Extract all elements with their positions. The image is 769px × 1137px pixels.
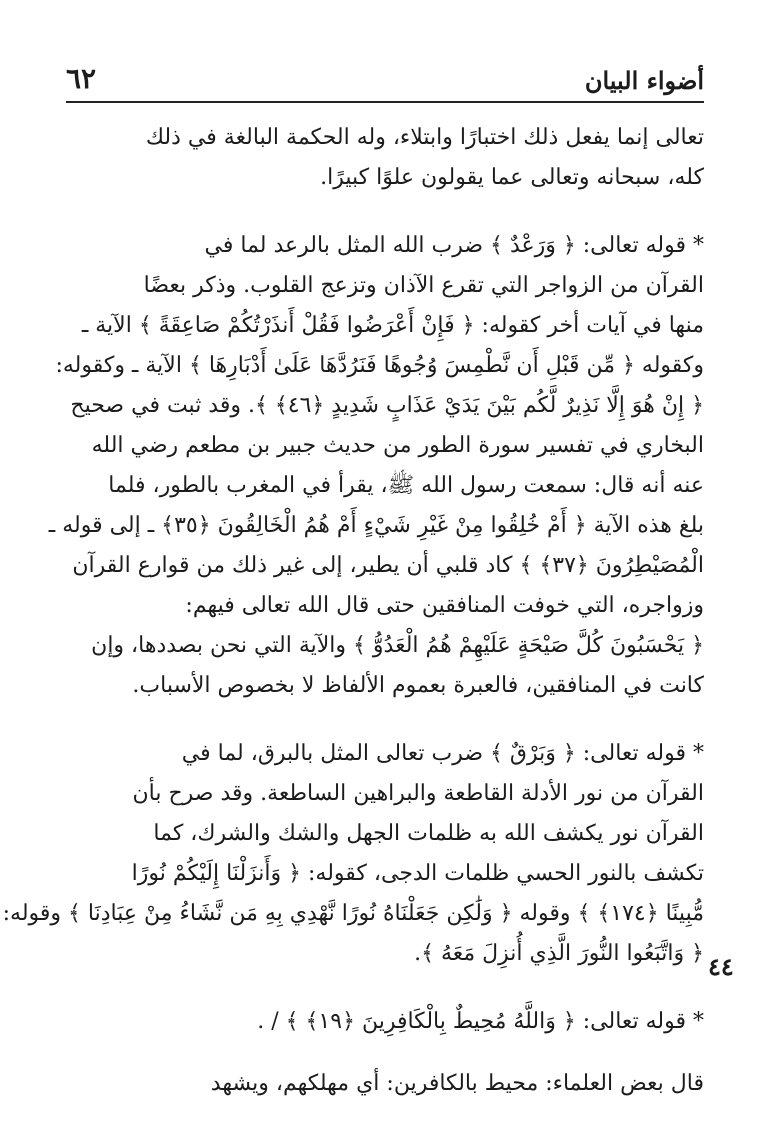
text-line: عنه أنه قال: سمعت رسول الله ﷺ، يقرأ في المغرب بالطور، فلما (108, 473, 704, 498)
text-line: * قوله تعالى: ﴿ وَرَعْدٌ ﴾ ضرب الله المثل بالرعد لما في (204, 233, 704, 258)
running-title: أضواء البيان (584, 66, 704, 95)
text-line: كانت في المنافقين، فالعبرة بعموم الألفاظ لا بخصوص الأسباب. (132, 673, 704, 698)
paragraph-spacer (66, 198, 704, 226)
text-line: الْمُصَيْطِرُونَ ﴿٣٧﴾ ﴾ كاد قلبي أن يطير، إلى غير ذلك من قوارع القرآن (72, 553, 704, 578)
text-line: تكشف بالنور الحسي ظلمات الدجى، كقوله: ﴿ وَأَنزَلْنَا إِلَيْكُمْ نُورًا (131, 861, 704, 886)
text-line: مُّبِينًا ﴿١٧٤﴾ ﴾ وقوله ﴿ وَلَٰكِن جَعَلْنَاهُ نُورًا نَّهْدِي بِهِ مَن نَّشَاءُ مِنْ عِبَادِنَا ﴾ وقوله: (2, 901, 704, 926)
text-line: * قوله تعالى: ﴿ وَبَرْقٌ ﴾ ضرب تعالى المثل بالبرق، لما في (181, 741, 704, 766)
text-line: وزواجره، التي خوفت المنافقين حتى قال الله تعالى فيهم: (185, 593, 704, 618)
page-header (66, 62, 704, 98)
paragraph-spacer (66, 706, 704, 734)
text-line: تعالى إنما يفعل ذلك اختبارًا وابتلاء، وله الحكمة البالغة في ذلك (145, 125, 704, 150)
paragraph-barq (2, 734, 704, 974)
text-line: ﴿ إِنْ هُوَ إِلَّا نَذِيرٌ لَّكُم بَيْنَ يَدَيْ عَذَابٍ شَدِيدٍ ﴿٤٦﴾ ﴾. وقد ثبت في صحيح (70, 393, 704, 418)
text-line: القرآن نور يكشف الله به ظلمات الجهل والشك والشرك، كما (153, 821, 704, 846)
paragraph-ulama (66, 1064, 704, 1104)
margin-page-marker: ٤٤ (708, 952, 734, 981)
page-number: ٦٢ (66, 62, 97, 95)
text-line: ﴿ يَحْسَبُونَ كُلَّ صَيْحَةٍ عَلَيْهِمْ هُمُ الْعَدُوُّ ﴾ والآية التي نحن بصددها، وإن (91, 633, 704, 658)
text-line: منها في آيات أخر كقوله: ﴿ فَإِنْ أَعْرَضُوا فَقُلْ أَنذَرْتُكُمْ صَاعِقَةً ﴾ الآية ـ (81, 313, 704, 338)
text-line: قال بعض العلماء: محيط بالكافرين: أي مهلكهم، ويشهد (210, 1071, 704, 1096)
header-rule (66, 101, 704, 103)
text-line: وكقوله ﴿ مِّن قَبْلِ أَن نَّطْمِسَ وُجُوهًا فَنَرُدَّهَا عَلَىٰ أَدْبَارِهَا ﴾ الآية ـ وكقوله: (55, 353, 704, 378)
text-line: كله، سبحانه وتعالى عما يقولون علوًا كبيرًا. (320, 165, 704, 190)
paragraph-spacer (66, 1042, 704, 1064)
text-line: البخاري في تفسير سورة الطور من حديث جبير بن مطعم رضي الله (91, 433, 704, 458)
text-line: ﴿ وَاتَّبَعُوا النُّورَ الَّذِي أُنزِلَ مَعَهُ ﴾. (414, 941, 704, 966)
paragraph-spacer (66, 974, 704, 1002)
text-line: القرآن من الزواجر التي تقرع الآذان وتزعج القلوب. وذكر بعضًا (143, 273, 704, 298)
paragraph-1 (66, 118, 704, 198)
page-body (2, 118, 704, 1104)
text-line: * قوله تعالى: ﴿ وَاللَّهُ مُحِيطٌ بِالْكَافِرِينَ ﴿١٩﴾ ﴾ / . (257, 1009, 704, 1034)
text-line: القرآن من نور الأدلة القاطعة والبراهين الساطعة. وقد صرح بأن (132, 781, 704, 806)
text-line: بلغ هذه الآية ﴿ أَمْ خُلِقُوا مِنْ غَيْرِ شَيْءٍ أَمْ هُمُ الْخَالِقُونَ ﴿٣٥﴾ ـ إلى قوله ـ (48, 513, 704, 538)
paragraph-raad (48, 226, 704, 706)
paragraph-muhit (66, 1002, 704, 1042)
